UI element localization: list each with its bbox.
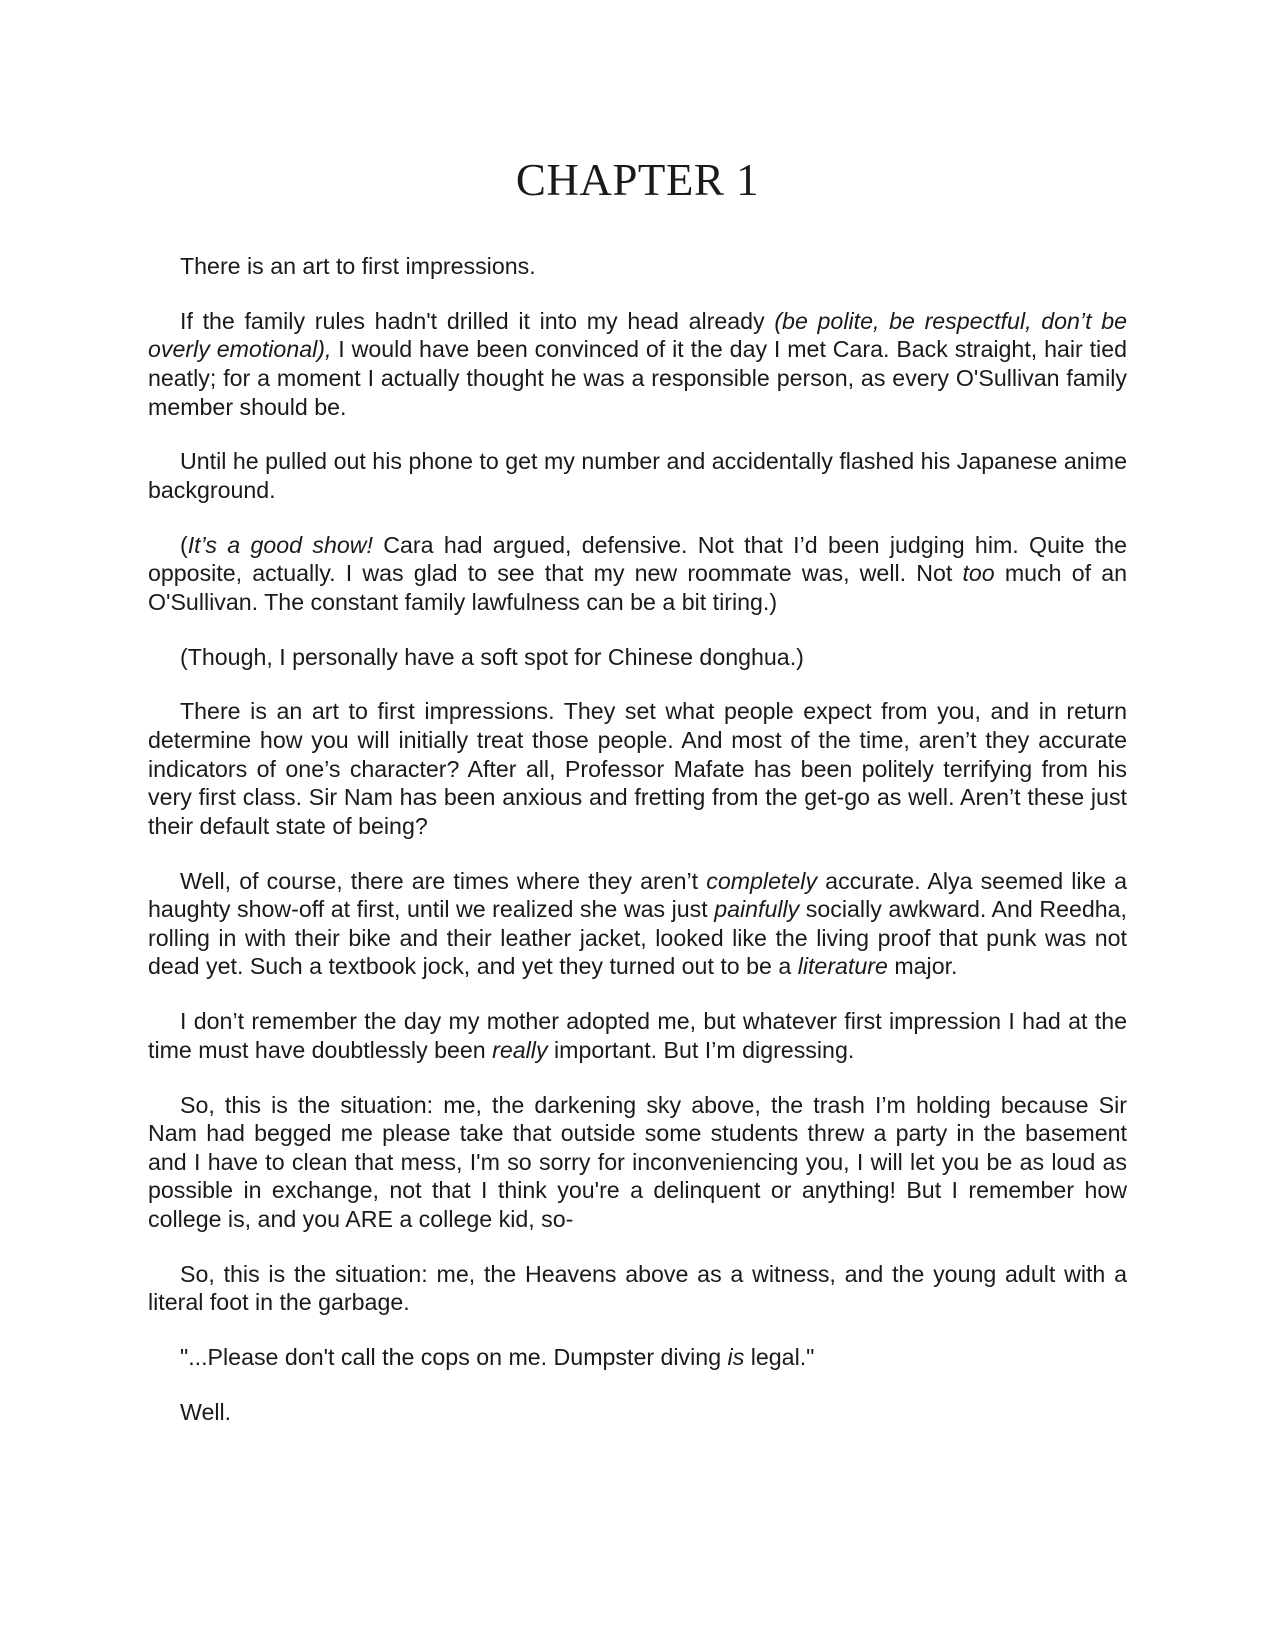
italic-text: is bbox=[727, 1344, 745, 1371]
text-run: (Though, I personally have a soft spot for Chinese donghua.) bbox=[180, 643, 804, 670]
paragraph bbox=[148, 252, 1127, 281]
book-page bbox=[148, 0, 1127, 1650]
paragraph bbox=[148, 1398, 1127, 1427]
text-run: accurate. Alya seemed like a haughty show-off at first, until we realized she was just bbox=[148, 867, 1127, 923]
text-run: So, this is the situation: me, the Heavens above as a witness, and the young adult with a literal foot in the garbage. bbox=[148, 1260, 1127, 1316]
italic-text: (be polite, be respectful, don’t be overly emotional), bbox=[148, 307, 1127, 363]
text-run: ( bbox=[180, 531, 188, 558]
paragraph bbox=[148, 1260, 1127, 1317]
text-run: If the family rules hadn't drilled it into my head already bbox=[180, 307, 775, 334]
italic-text: too bbox=[962, 560, 995, 587]
text-run: So, this is the situation: me, the darkening sky above, the trash I’m holding because Sir Nam had begged me please take that outside some students threw a party in the basement and I have to clean that mess, I'm so sorry for inconveniencing you, I will let you be as loud as possible in exchange, not that I think you're a delinquent or anything! But I remember how college is, and you ARE a college kid, so- bbox=[148, 1091, 1127, 1232]
paragraph bbox=[148, 697, 1127, 840]
text-run: I would have been convinced of it the day I met Cara. Back straight, hair tied neatly; for a moment I actually thought he was a responsible person, as every O'Sullivan family member should be. bbox=[148, 336, 1127, 420]
chapter-body bbox=[148, 252, 1127, 1453]
italic-text: It’s a good show! bbox=[187, 531, 373, 558]
italic-text: completely bbox=[706, 867, 818, 894]
text-run: Well. bbox=[180, 1398, 232, 1425]
italic-text: literature bbox=[797, 953, 888, 980]
text-run: "...Please don't call the cops on me. Dumpster diving bbox=[180, 1344, 728, 1371]
text-run: I don’t remember the day my mother adopted me, but whatever first impression I had at the time must have doubtlessly been bbox=[148, 1008, 1127, 1063]
paragraph bbox=[148, 1007, 1127, 1064]
text-run: There is an art to first impressions. They set what people expect from you, and in return determine how you will initially treat those people. And most of the time, aren’t they accurate indicators of one’s character? After all, Professor Mafate has been politely terrifying from his very first class. Sir Nam has been anxious and fretting from the get-go as well. Aren’t these just their default state of being? bbox=[148, 698, 1127, 839]
text-run: important. But I’m digressing. bbox=[547, 1036, 855, 1063]
paragraph bbox=[148, 307, 1127, 421]
text-run: Cara had argued, defensive. Not that I’d been judging him. Quite the opposite, actually. I was glad to see that my new roommate was, well. Not bbox=[148, 531, 1128, 587]
paragraph bbox=[148, 531, 1127, 617]
chapter-title: CHAPTER 1 bbox=[515, 155, 760, 205]
italic-text: painfully bbox=[714, 896, 800, 923]
text-run: legal." bbox=[744, 1344, 815, 1371]
paragraph bbox=[148, 447, 1127, 504]
paragraph bbox=[148, 1343, 1127, 1372]
text-run: much of an O'Sullivan. The constant family lawfulness can be a bit tiring.) bbox=[148, 560, 1127, 615]
italic-text: really bbox=[492, 1036, 548, 1063]
text-run: major. bbox=[887, 953, 958, 980]
paragraph bbox=[148, 1091, 1127, 1234]
text-run: Until he pulled out his phone to get my number and accidentally flashed his Japanese anime background. bbox=[148, 448, 1127, 503]
paragraph bbox=[148, 643, 1127, 672]
text-run: There is an art to first impressions. bbox=[180, 253, 536, 279]
text-run: socially awkward. And Reedha, rolling in with their bike and their leather jacket, looked like the living proof that punk was not dead yet. Such a textbook jock, and yet they turned out to be a bbox=[148, 896, 1127, 980]
text-run: Well, of course, there are times where they aren’t bbox=[180, 867, 707, 894]
paragraph bbox=[148, 867, 1127, 981]
